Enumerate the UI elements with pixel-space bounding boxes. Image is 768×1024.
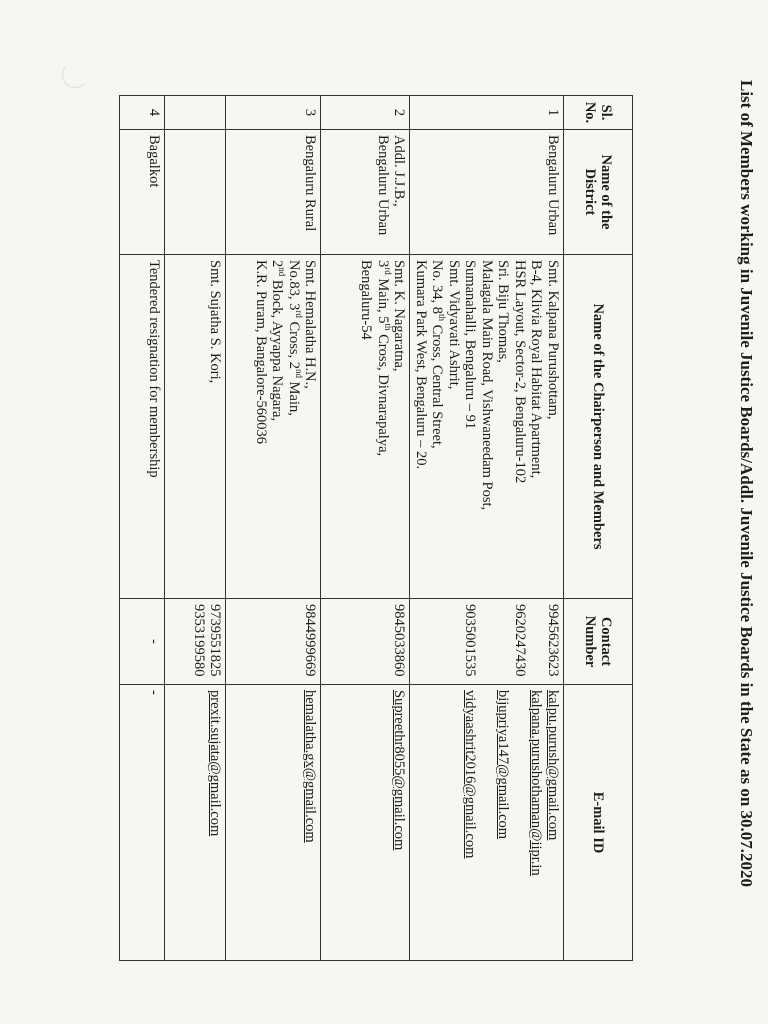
- member-address: No. 34, 8th Cross, Central Street, Kumara Park West, Bengaluru – 20.: [413, 260, 448, 470]
- member-name: Smt. Vidyavati Ashrit,: [446, 260, 462, 390]
- district-cell: Addl. J.J.B., Bengaluru Urban: [321, 130, 410, 255]
- email-link[interactable]: kalpu.purush@gmail.com kalpana.purushothaman@iipr.in: [528, 690, 561, 876]
- members-cell: [321, 255, 410, 599]
- member-address: B-4, Klivia Royal Habitat Apartment, HSR Layout, Sector-2, Bengaluru-102: [512, 260, 545, 484]
- table-row: [321, 96, 410, 961]
- header-sl-no: Sl. No.: [564, 96, 633, 130]
- district-cell: Bagalkot: [120, 130, 165, 255]
- email-link[interactable]: bijupriya147@gmail.com: [495, 690, 511, 840]
- contact-number: 9945623623: [545, 604, 561, 677]
- ordinal-suffix: rd: [293, 310, 304, 318]
- member-name: Smt. Sujatha S. Kori,: [207, 260, 224, 384]
- header-email: E-mail ID: [564, 685, 633, 961]
- contact-cell: -: [120, 599, 165, 685]
- table-row: [120, 96, 165, 961]
- member-name: Sri. Biju Thomas,: [495, 260, 512, 363]
- table-header-row: [564, 96, 633, 961]
- email-link[interactable]: prexit.sujata@gmail.com: [207, 690, 224, 837]
- contact-cell: 9739551825 9353199580: [165, 599, 226, 685]
- email-link[interactable]: Supreethr8055@gmail.com: [391, 690, 408, 851]
- member-name: Smt. Hemalatha H.N.,: [302, 260, 319, 389]
- document-title: List of Members working in Juvenile Justice Boards/Addl. Juvenile Justice Boards in the State as on 30.07.2020: [737, 80, 756, 888]
- ordinal-suffix: th: [437, 313, 448, 321]
- member-name: Smt. K. Nagaratna,: [391, 260, 408, 372]
- table-row: [165, 96, 226, 961]
- sl-no-cell: 2: [321, 96, 410, 130]
- members-cell: [226, 255, 321, 599]
- header-contact: Contact Number: [564, 599, 633, 685]
- sl-no-cell: 4: [120, 96, 165, 130]
- ordinal-suffix: th: [382, 323, 393, 331]
- contact-cell: 9844999669: [226, 599, 321, 685]
- email-cell: [410, 685, 564, 961]
- district-cell-empty: [165, 130, 226, 255]
- member-address: 3rd Main, 5th Cross, Divnarapalya, Bengaluru-54: [358, 260, 393, 457]
- district-cell: Bengaluru Rural: [226, 130, 321, 255]
- members-cell: [165, 255, 226, 599]
- email-cell: [165, 685, 226, 961]
- table-row: [410, 96, 564, 961]
- sl-no-cell-empty: [165, 96, 226, 130]
- contact-number: 9620247430: [512, 604, 528, 677]
- member-name: Smt. Kalpana Purushottam,: [545, 260, 561, 420]
- district-cell: Bengaluru Urban: [410, 130, 564, 255]
- sl-no-cell: 1: [410, 96, 564, 130]
- member-address: No.83, 3rd Cross, 2nd Main, 2nd Block, Ayyappa Nagara, K.R. Puram, Bangalore-560036: [253, 260, 304, 445]
- contact-number: 9035001535: [462, 604, 478, 677]
- header-members: Name of the Chairperson and Members: [564, 255, 633, 599]
- members-table: [120, 95, 634, 961]
- contact-cell: [410, 599, 564, 685]
- email-cell: [226, 685, 321, 961]
- ordinal-suffix: rd: [382, 267, 393, 275]
- ordinal-suffix: nd: [293, 369, 304, 379]
- email-cell: -: [120, 685, 165, 961]
- sl-no-cell: 3: [226, 96, 321, 130]
- email-link[interactable]: hemalatha.gx@gmail.com: [302, 690, 319, 843]
- contact-cell: 9845033860: [321, 599, 410, 685]
- members-cell: [410, 255, 564, 599]
- members-cell: Tendered resignation for membership: [120, 255, 165, 599]
- email-link[interactable]: vidyaashrit2016@gmail.com: [462, 690, 478, 859]
- table-row: [226, 96, 321, 961]
- member-address: Malagala Main Road, Vishwaneedam Post, Sumanahalli, Bengaluru – 91: [462, 260, 495, 511]
- email-cell: [321, 685, 410, 961]
- ordinal-suffix: nd: [277, 267, 288, 277]
- header-district: Name of the District: [564, 130, 633, 255]
